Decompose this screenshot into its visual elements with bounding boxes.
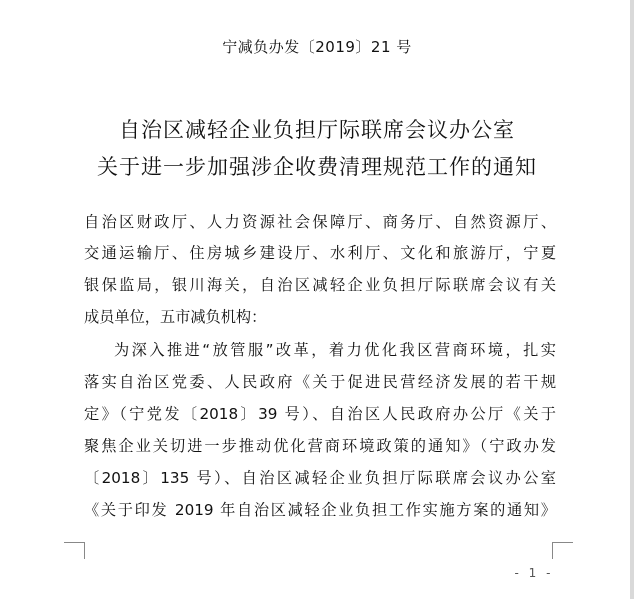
title-line-1: 自治区减轻企业负担厅际联席会议办公室 [119, 118, 515, 142]
body-line: 交通运输厅、住房城乡建设厅、水利厅、文化和旅游厅，宁夏 [84, 244, 556, 262]
body-line: 落实自治区党委、人民政府《关于促进民营经济发展的若干规 [84, 373, 556, 391]
title-line-2: 关于进一步加强涉企收费清理规范工作的通知 [97, 155, 537, 179]
body-line: 自治区财政厅、人力资源社会保障厅、商务厅、自然资源厅、 [84, 213, 556, 231]
body-line: 〔2018〕135 号）、自治区减轻企业负担厅际联席会议办公室 [84, 469, 556, 487]
document-number: 宁减负办发〔2019〕21 号 [222, 38, 412, 56]
body-line: 为深入推进“放管服”改革，着力优化我区营商环境，扎实 [114, 341, 556, 359]
body-line: 聚焦企业关切进一步推动优化营商环境政策的通知》（宁政办发 [84, 437, 556, 455]
body-line: 银保监局，银川海关，自治区减轻企业负担厅际联席会议有关 [84, 276, 556, 294]
scrollbar-edge [630, 0, 634, 599]
page-corner-mark-left [64, 542, 85, 559]
page-corner-mark-right [552, 542, 573, 559]
body-line: 定》（宁党发〔2018〕39 号）、自治区人民政府办公厅《关于 [84, 405, 556, 423]
body-line: 成员单位，五市减负机构： [84, 308, 267, 326]
body-line: 《关于印发 2019 年自治区减轻企业负担工作实施方案的通知》 [84, 501, 556, 519]
page-number: - 1 - [514, 566, 554, 580]
